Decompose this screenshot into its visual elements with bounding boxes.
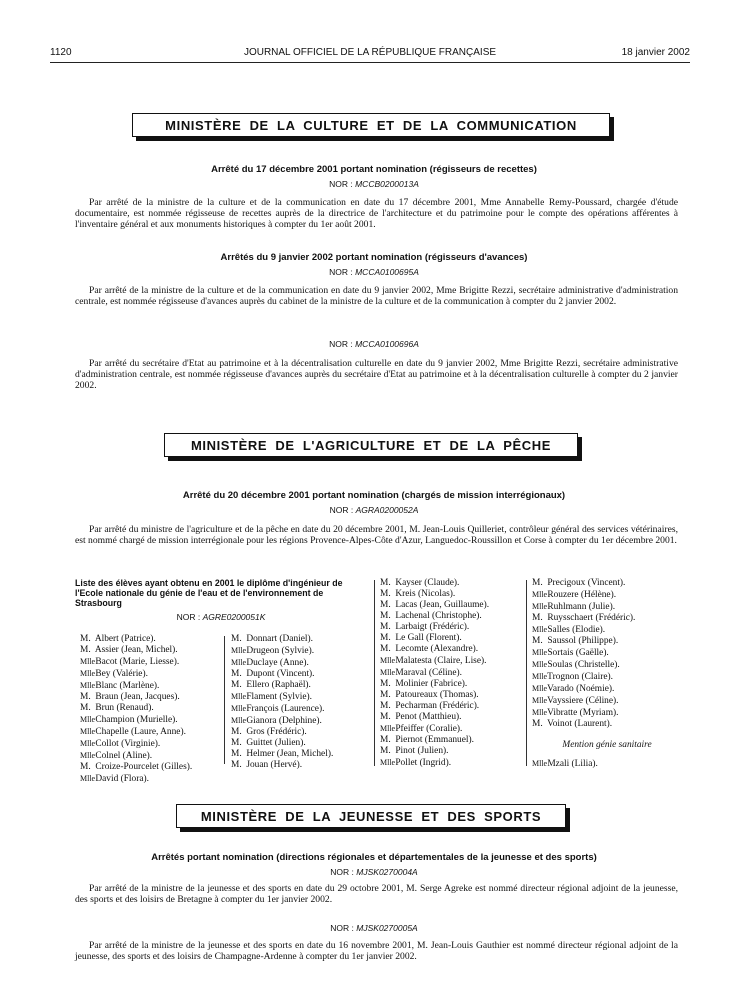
graduate-name: Trognon (Claire). [545, 672, 613, 682]
graduate-name: Brun (Renaud). [93, 703, 154, 713]
nor-label: NOR : [330, 923, 354, 933]
civility-title: Mlle [532, 660, 548, 669]
graduate-name: Pinot (Julien). [393, 746, 449, 756]
civility-title: Mlle [80, 751, 96, 760]
graduate-list-item [380, 611, 520, 622]
decree-title: Arrêtés du 9 janvier 2002 portant nomination (régisseurs d'avances) [220, 252, 528, 263]
civility-title: Mlle [380, 724, 396, 733]
civility-title: M. [231, 669, 242, 679]
graduate-name: Duclaye (Anne). [244, 658, 309, 668]
graduate-name: Piernot (Emmanuel). [393, 735, 474, 745]
graduate-list-item [380, 701, 520, 712]
graduate-list-item [532, 659, 682, 671]
page-number: 1120 [50, 47, 72, 58]
graduate-name: Salles (Elodie). [545, 625, 606, 635]
graduate-list-item [231, 634, 371, 645]
ministry-heading-youth-sports [176, 804, 566, 828]
graduate-name: Molinier (Fabrice). [393, 679, 468, 689]
graduate-name: Saussol (Philippe). [545, 636, 619, 646]
civility-title: Mlle [532, 648, 548, 657]
graduate-name: Croize-Pourcelet (Gilles). [93, 762, 193, 772]
nor-reference [60, 339, 688, 349]
graduate-list-item [231, 727, 371, 738]
civility-title: M. [80, 645, 91, 655]
civility-title: M. [380, 622, 391, 632]
nor-code: MJSK0270004A [356, 867, 418, 877]
civility-title: Mlle [231, 646, 247, 655]
civility-title: Mlle [80, 681, 96, 690]
civility-title: M. [231, 749, 242, 759]
graduate-name: Assier (Jean, Michel). [93, 645, 178, 655]
graduate-list-item [80, 762, 228, 773]
graduate-list-3 [532, 578, 682, 730]
graduate-list-item [532, 601, 682, 613]
graduate-list-item [231, 715, 371, 727]
civility-title: M. [380, 679, 391, 689]
civility-title: M. [380, 735, 391, 745]
graduate-list-item [80, 645, 228, 656]
graduate-name: Vibratte (Myriam). [545, 708, 619, 718]
graduate-list-item [80, 703, 228, 714]
graduate-list-item [231, 760, 371, 771]
civility-title: Mlle [380, 656, 396, 665]
ministry-heading-culture [132, 113, 610, 137]
column-divider [374, 580, 375, 766]
graduate-name: Pollet (Ingrid). [393, 758, 452, 768]
graduate-name: Lecomte (Alexandre). [393, 644, 479, 654]
nor-reference [75, 612, 367, 623]
civility-title: M. [80, 703, 91, 713]
civility-title: Mlle [532, 708, 548, 717]
graduate-list-item [231, 738, 371, 749]
graduate-name: Voinot (Laurent). [545, 719, 613, 729]
civility-title: Mlle [532, 759, 548, 768]
civility-title: M. [80, 762, 91, 772]
civility-title: Mlle [80, 669, 96, 678]
decree-paragraph: Par arrêté du ministre de l'agriculture et de la pêche en date du 20 décembre 2001, M. Jean-Louis Quilleriet, contrôleur général des services vétérinaires, est nommé chargé de mission interrégionale pour les régions Provence-Alpes-Côte d'Azur, Languedoc-Roussillon et Corse à compter du 1er décembre 2001. [75, 524, 678, 546]
civility-title: Mlle [80, 715, 96, 724]
civility-title: M. [231, 634, 242, 644]
graduate-list-item [231, 703, 371, 715]
graduate-list-item [80, 773, 228, 785]
graduate-list-item [380, 712, 520, 723]
graduate-list-item [532, 719, 682, 730]
graduate-name: Collot (Virginie). [93, 739, 161, 749]
civility-title: M. [80, 692, 91, 702]
graduate-list-item [532, 589, 682, 601]
graduate-list-item [532, 578, 682, 589]
nor-label: NOR : [329, 339, 353, 349]
graduate-name: Gianora (Delphine). [244, 716, 322, 726]
civility-title: Mlle [532, 684, 548, 693]
nor-code: MCCA0100696A [355, 339, 419, 349]
graduate-list-item [231, 691, 371, 703]
civility-title: Mlle [532, 672, 548, 681]
graduate-list-item [380, 600, 520, 611]
graduate-name: François (Laurence). [244, 704, 325, 714]
graduate-list-item [80, 656, 228, 668]
graduate-list-column-2 [380, 578, 520, 769]
graduate-list-item [80, 634, 228, 645]
decree-title: Arrêtés portant nomination (directions régionales et départementales de la jeunesse et des sports) [151, 852, 597, 863]
graduate-name: Maraval (Céline). [393, 668, 462, 678]
civility-title: Mlle [80, 657, 96, 666]
graduate-list-1b [231, 634, 371, 771]
graduate-name: Bacot (Marie, Liesse). [93, 657, 180, 667]
nor-code: AGRA0200052A [355, 505, 419, 515]
graduate-name: Patoureaux (Thomas). [393, 690, 479, 700]
graduate-name: Drugeon (Sylvie). [244, 646, 315, 656]
nor-label: NOR : [176, 612, 201, 622]
ministry-heading-agriculture [164, 433, 578, 457]
graduate-list-column-3 [532, 578, 682, 770]
graduate-name: Guittet (Julien). [244, 738, 306, 748]
graduate-name: Mzali (Lilia). [545, 759, 598, 769]
civility-title: M. [380, 690, 391, 700]
graduate-name: Champion (Murielle). [93, 715, 178, 725]
civility-title: Mlle [532, 696, 548, 705]
graduate-list-item [532, 613, 682, 624]
decree-title: Arrêté du 17 décembre 2001 portant nomination (régisseurs de recettes) [211, 164, 537, 175]
graduate-list-item [532, 695, 682, 707]
graduate-name: Pfeiffer (Coralie). [393, 724, 463, 734]
graduate-list-item [532, 671, 682, 683]
graduate-list-item [380, 723, 520, 735]
graduate-name: Bey (Valérie). [93, 669, 148, 679]
nor-label: NOR : [329, 179, 353, 189]
civility-title: Mlle [80, 727, 96, 736]
civility-title: M. [231, 727, 242, 737]
civility-title: M. [380, 578, 391, 588]
graduate-list-item [380, 578, 520, 589]
graduate-name: Kayser (Claude). [393, 578, 460, 588]
mention-label: Mention génie sanitaire [562, 740, 652, 750]
nor-code: AGRE0200051K [202, 612, 266, 622]
civility-title: M. [380, 701, 391, 711]
civility-title: Mlle [380, 668, 396, 677]
graduate-list-item [80, 738, 228, 750]
column-divider [526, 580, 527, 766]
graduate-list-item [380, 757, 520, 769]
graduate-list-item [80, 668, 228, 680]
column-divider [224, 636, 225, 764]
civility-title: M. [380, 712, 391, 722]
ministry-heading-text: MINISTÈRE DE L'AGRICULTURE ET DE LA PÊCHE [190, 437, 552, 453]
nor-reference [60, 505, 688, 515]
graduate-name: Gros (Frédéric). [244, 727, 307, 737]
graduate-name: Jouan (Hervé). [244, 760, 303, 770]
graduate-name: Blanc (Marlène). [93, 681, 160, 691]
nor-reference [60, 867, 688, 877]
civility-title: Mlle [231, 658, 247, 667]
graduate-list-item [231, 680, 371, 691]
graduate-list-item [532, 758, 682, 770]
graduate-list-item [231, 749, 371, 760]
graduate-list-item [380, 746, 520, 757]
civility-title: Mlle [532, 590, 548, 599]
graduate-list-item [380, 622, 520, 633]
civility-title: M. [532, 636, 543, 646]
graduate-name: Le Gall (Florent). [393, 633, 462, 643]
graduate-name: Chapelle (Laure, Anne). [93, 727, 186, 737]
civility-title: M. [532, 719, 543, 729]
civility-title: Mlle [380, 758, 396, 767]
civility-title: M. [231, 760, 242, 770]
nor-label: NOR : [329, 267, 353, 277]
graduate-name: Penot (Matthieu). [393, 712, 462, 722]
civility-title: Mlle [532, 625, 548, 634]
issue-date: 18 janvier 2002 [621, 47, 690, 58]
graduate-list-item [231, 645, 371, 657]
graduate-list-item [80, 714, 228, 726]
graduate-name: Donnart (Daniel). [244, 634, 313, 644]
ministry-heading-text: MINISTÈRE DE LA CULTURE ET DE LA COMMUNICATION [165, 117, 577, 133]
graduate-list-item [380, 644, 520, 655]
graduate-name: Albert (Patrice). [93, 634, 156, 644]
graduate-name: Ellero (Raphaël). [244, 680, 311, 690]
graduate-list-item [532, 636, 682, 647]
graduate-list-column-1 [75, 578, 367, 623]
nor-code: MJSK0270005A [356, 923, 418, 933]
journal-title: JOURNAL OFFICIEL DE LA RÉPUBLIQUE FRANÇAISE [243, 47, 497, 58]
graduate-name: Lachenal (Christophe). [393, 611, 482, 621]
list-title: Liste des élèves ayant obtenu en 2001 le diplôme d'ingénieur de l'Ecole nationale du génie de l'eau et de l'environnement de Strasbourg [75, 578, 343, 608]
graduate-name: Larbaigt (Frédéric). [393, 622, 470, 632]
civility-title: M. [380, 600, 391, 610]
graduate-list-item [532, 683, 682, 695]
civility-title: M. [380, 746, 391, 756]
graduate-list-item [80, 726, 228, 738]
decree-paragraph: Par arrêté du secrétaire d'Etat au patrimoine et à la décentralisation culturelle en date du 9 janvier 2002, Mme Brigitte Rezzi, secrétaire administrative d'administration centrale, est nommée régisseuse d'avances auprès du secrétaire d'Etat au patrimoine et à la décentralisation culturelle à compter du 2 janvier 2002. [75, 358, 678, 391]
graduate-list-item [532, 707, 682, 719]
graduate-name: Precigoux (Vincent). [545, 578, 626, 588]
nor-reference [60, 179, 688, 189]
civility-title: M. [380, 611, 391, 621]
graduate-name: Dupont (Vincent). [244, 669, 315, 679]
nor-code: MCCA0100695A [355, 267, 419, 277]
graduate-list-item [380, 633, 520, 644]
graduate-list-item [380, 735, 520, 746]
graduate-list-item [380, 667, 520, 679]
graduate-name: Flament (Sylvie). [244, 692, 312, 702]
graduate-list-item [80, 680, 228, 692]
graduate-list-item [380, 655, 520, 667]
graduate-name: Varado (Noémie). [545, 684, 615, 694]
graduate-name: Malatesta (Claire, Lise). [393, 656, 487, 666]
graduate-name: Braun (Jean, Jacques). [93, 692, 180, 702]
civility-title: Mlle [231, 692, 247, 701]
graduate-name: Colnel (Aline). [93, 751, 153, 761]
graduate-name: Vayssiere (Céline). [545, 696, 619, 706]
civility-title: Mlle [80, 739, 96, 748]
decree-paragraph: Par arrêté de la ministre de la culture et de la communication en date du 17 décembre 2001, Mme Annabelle Remy-Poussard, chargée d'étude documentaire, est nommée régisseuse de recettes auprès de la directrice de l'architecture et du patrimoine pour le compte des opérations afférentes à l'inventaire général et aux monuments historiques à compter du 1er août 2001. [75, 197, 678, 230]
graduate-name: David (Flora). [93, 774, 149, 784]
decree-paragraph: Par arrêté de la ministre de la jeunesse et des sports en date du 29 octobre 2001, M. Serge Agreke est nommé directeur régional adjoint de la jeunesse, des sports et des loisirs de Bretagne à compter du 1er janvier 2002. [75, 883, 678, 905]
graduate-list-1a [80, 634, 228, 785]
civility-title: Mlle [532, 602, 548, 611]
graduate-name: Rouzere (Hélène). [545, 590, 617, 600]
header-rule [50, 62, 690, 63]
graduate-name: Lacas (Jean, Guillaume). [393, 600, 490, 610]
graduate-name: Helmer (Jean, Michel). [244, 749, 334, 759]
civility-title: M. [380, 589, 391, 599]
graduate-list-item [532, 647, 682, 659]
civility-title: Mlle [231, 704, 247, 713]
decree-paragraph: Par arrêté de la ministre de la jeunesse et des sports en date du 16 novembre 2001, M. Jean-Louis Gauthier est nommé directeur régional adjoint de la jeunesse, des sports et des loisirs de Champagne-Ardenne à compter du 1er janvier 2002. [75, 940, 678, 962]
graduate-name: Pecharman (Frédéric). [393, 701, 480, 711]
nor-label: NOR : [330, 867, 354, 877]
graduate-name: Ruysschaert (Frédéric). [545, 613, 636, 623]
running-header [50, 47, 690, 61]
graduate-name: Kreis (Nicolas). [393, 589, 456, 599]
graduate-list-item [532, 624, 682, 636]
nor-code: MCCB0200013A [355, 179, 419, 189]
civility-title: M. [231, 680, 242, 690]
civility-title: M. [532, 613, 543, 623]
civility-title: Mlle [231, 716, 247, 725]
graduate-list-item [80, 692, 228, 703]
civility-title: M. [380, 633, 391, 643]
decree-title: Arrêté du 20 décembre 2001 portant nomination (chargés de mission interrégionaux) [182, 490, 566, 501]
civility-title: M. [80, 634, 91, 644]
civility-title: M. [380, 644, 391, 654]
graduate-name: Ruhlmann (Julie). [545, 602, 616, 612]
civility-title: Mlle [80, 774, 96, 783]
graduate-name: Soulas (Christelle). [545, 660, 620, 670]
civility-title: M. [532, 578, 543, 588]
graduate-list-item [380, 679, 520, 690]
mention-list [532, 758, 682, 770]
graduate-list-item [380, 589, 520, 600]
nor-reference [60, 267, 688, 277]
graduate-name: Sortais (Gaëlle). [545, 648, 609, 658]
nor-reference [60, 923, 688, 933]
civility-title: M. [231, 738, 242, 748]
graduate-list-item [231, 657, 371, 669]
ministry-heading-text: MINISTÈRE DE LA JEUNESSE ET DES SPORTS [200, 808, 542, 824]
decree-paragraph: Par arrêté de la ministre de la culture et de la communication en date du 9 janvier 2002, Mme Brigitte Rezzi, secrétaire administrative d'administration centrale, est nommée régisseuse d'avances auprès du cabinet de la ministre de la culture et de la communication à compter du 2 janvier 2002. [75, 285, 678, 307]
nor-label: NOR : [329, 505, 354, 515]
graduate-list-item [231, 669, 371, 680]
graduate-list-item [80, 750, 228, 762]
graduate-list-item [380, 690, 520, 701]
